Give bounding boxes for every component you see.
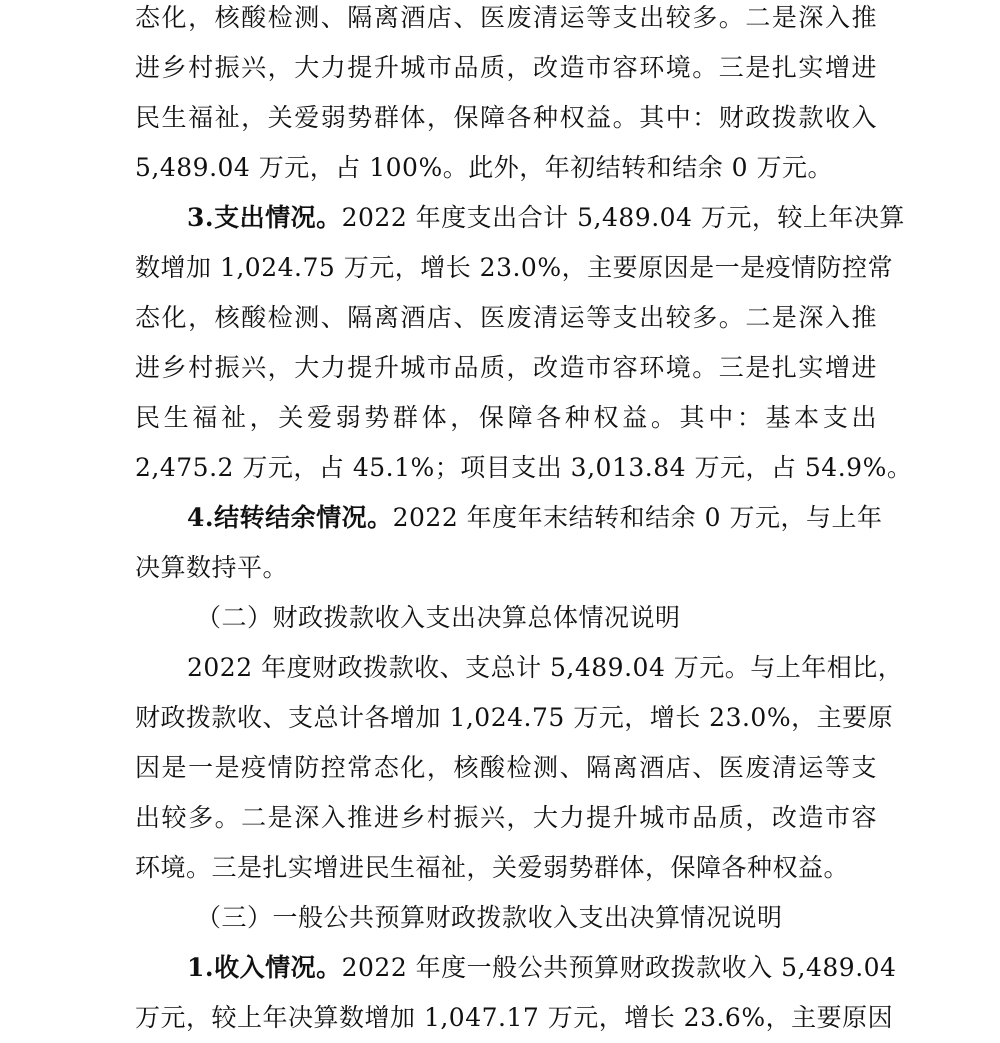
line-text: 民生福祉，关爱弱势群体，保障各种权益。其中：财政拨款收入: [135, 103, 877, 132]
text-line: [135, 298, 877, 338]
section-label: 4.结转结余情况。: [187, 503, 393, 532]
section-label: 3.支出情况。: [187, 203, 342, 232]
line-text: 因是一是疫情防控常态化，核酸检测、隔离酒店、医废清运等支: [135, 753, 877, 782]
line-text: 2022 年度年末结转和结余 0 万元，与上年: [392, 503, 883, 532]
text-line: [135, 148, 877, 188]
text-line: [135, 998, 894, 1038]
text-line: [135, 698, 894, 738]
text-line: [135, 398, 877, 438]
paragraph-start-line: [187, 198, 905, 238]
subsection-heading: [196, 598, 877, 638]
heading-text: （二）财政拨款收入支出决算总体情况说明: [196, 603, 681, 632]
line-text: 2,475.2 万元，占 45.1%；项目支出 3,013.84 万元，占 54.9%。: [135, 453, 913, 482]
subsection-heading: [196, 898, 877, 938]
line-text: 进乡村振兴，大力提升城市品质，改造市容环境。三是扎实增进: [135, 53, 877, 82]
text-line: [135, 748, 877, 788]
text-line: [135, 48, 877, 88]
line-text: 万元，较上年决算数增加 1,047.17 万元，增长 23.6%，主要原因: [135, 1003, 894, 1032]
text-line: [135, 848, 877, 888]
line-text: 态化，核酸检测、隔离酒店、医废清运等支出较多。二是深入推: [135, 3, 877, 32]
paragraph-start-line: [187, 648, 904, 688]
line-text: 财政拨款收、支总计各增加 1,024.75 万元，增长 23.0%，主要原: [135, 703, 894, 732]
line-text: 环境。三是扎实增进民生福祉，关爱弱势群体，保障各种权益。: [135, 853, 850, 882]
text-line: [135, 548, 877, 588]
text-line: [135, 98, 877, 138]
line-text: 决算数持平。: [135, 553, 289, 582]
section-label: 1.收入情况。: [187, 953, 342, 982]
line-text: 出较多。二是深入推进乡村振兴，大力提升城市品质，改造市容: [135, 803, 877, 832]
text-line: [135, 448, 913, 488]
heading-text: （三）一般公共预算财政拨款收入支出决算情况说明: [196, 903, 783, 932]
line-text: 2022 年度一般公共预算财政拨款收入 5,489.04: [341, 953, 897, 982]
line-text: 进乡村振兴，大力提升城市品质，改造市容环境。三是扎实增进: [135, 353, 877, 382]
line-text: 数增加 1,024.75 万元，增长 23.0%，主要原因是一是疫情防控常: [135, 253, 894, 282]
text-line: [135, 0, 877, 38]
text-line: [135, 348, 877, 388]
paragraph-start-line: [187, 948, 897, 988]
line-text: 2022 年度财政拨款收、支总计 5,489.04 万元。与上年相比，: [187, 653, 904, 682]
text-line: [135, 248, 894, 288]
text-line: [135, 798, 877, 838]
paragraph-start-line: [187, 498, 883, 538]
line-text: 态化，核酸检测、隔离酒店、医废清运等支出较多。二是深入推: [135, 303, 877, 332]
line-text: 民生福祉，关爱弱势群体，保障各种权益。其中：基本支出: [135, 403, 877, 432]
line-text: 2022 年度支出合计 5,489.04 万元，较上年决算: [341, 203, 905, 232]
line-text: 5,489.04 万元，占 100%。此外，年初结转和结余 0 万元。: [135, 153, 833, 182]
